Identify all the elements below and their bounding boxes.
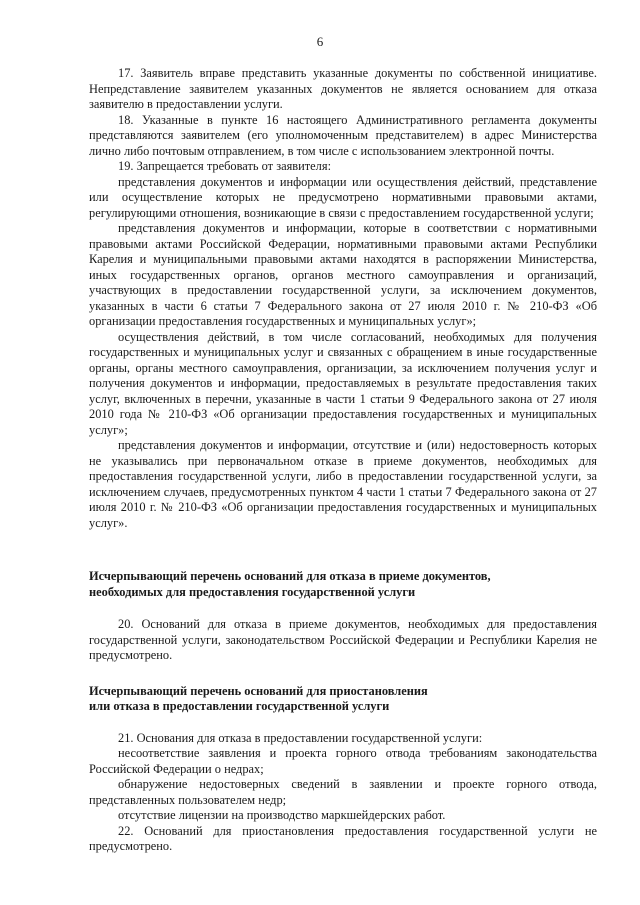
document-body <box>89 66 597 855</box>
paragraph-19-item-2: представления документов и информации, которые в соответствии с нормативными правовыми актами Российской Федерации, нормативными правовыми актами Республики Карелия и муниципальными правовыми актами находятся в распоряжении Министерства, иных государственных органов, органов местного самоуправления и организаций, участвующих в предоставлении государственной услуги, за исключением документов, указанных в части 6 статьи 7 Федерального закона от 27 июля 2010 г. № 210-ФЗ «Об организации предоставления государственных и муниципальных услуг»; <box>89 221 597 328</box>
paragraph-19-item-4: представления документов и информации, отсутствие и (или) недостоверность которых не указывались при первоначальном отказе в приеме документов, необходимых для предоставления государственной услуги, либо в предоставлении государственной услуги, за исключением случаев, предусмотренных пунктом 4 части 1 статьи 7 Федерального закона от 27 июля 2010 г. № 210-ФЗ «Об организации предоставления государственных и муниципальных услуг». <box>89 438 597 530</box>
paragraph-19-item-3: осуществления действий, в том числе согласований, необходимых для получения государственных и муниципальных услуг и связанных с обращением в иные государственные органы, органы местного самоуправления, организации, за исключением получения услуг и получения документов и информации, предоставляемых в результате предоставления таких услуг, включенных в перечни, указанные в части 1 статьи 9 Федерального закона от 27 июля 2010 года № 210-ФЗ «Об организации предоставления государственных и муниципальных услуг»; <box>89 329 597 437</box>
paragraph-22: 22. Оснований для приостановления предоставления государственной услуги не предусмотрено. <box>89 823 597 853</box>
section-heading-suspension-refusal <box>89 684 597 715</box>
section-heading-refusal-acceptance <box>89 569 597 600</box>
heading-line: Исчерпывающий перечень оснований для приостановления <box>89 683 428 698</box>
paragraph-20: 20. Оснований для отказа в приеме документов, необходимых для предоставления государственной услуги, законодательством Российской Федерации и Республики Карелия не предусмотрено. <box>89 617 597 662</box>
heading-line: Исчерпывающий перечень оснований для отказа в приеме документов, <box>89 569 491 583</box>
paragraph-19-item-1: представления документов и информации или осуществления действий, представление или осуществление которых не предусмотрено нормативными правовыми актами, регулирующими отношения, возникающие в связи с предоставлением государственной услуги; <box>89 174 597 220</box>
paragraph-21-item-3: отсутствие лицензии на производство маркшейдерских работ. <box>118 808 446 822</box>
paragraph-17: 17. Заявитель вправе представить указанные документы по собственной инициативе. Непредставление заявителем указанных документов не является основанием для отказа заявителю в предоставлении услуги. <box>89 66 597 111</box>
paragraph-21-item-1: несоответствие заявления и проекта горного отвода требованиям законодательства Российской Федерации о недрах; <box>89 746 597 776</box>
heading-line: или отказа в предоставлении государственной услуги <box>89 699 390 713</box>
heading-line: необходимых для предоставления государственной услуги <box>89 584 416 599</box>
paragraph-21-item-2: обнаружение недостоверных сведений в заявлении и проекте горного отвода, представленных пользователем недр; <box>89 777 597 807</box>
paragraph-21: 21. Основания для отказа в предоставлении государственной услуги: <box>118 730 483 745</box>
paragraph-19: 19. Запрещается требовать от заявителя: <box>118 159 332 173</box>
paragraph-18: 18. Указанные в пункте 16 настоящего Административного регламента документы представляются заявителем (его уполномоченным представителем) в адрес Министерства лично либо почтовым отправлением, в том числе с использованием электронной почты. <box>89 112 597 158</box>
page-number: 6 <box>316 34 324 49</box>
